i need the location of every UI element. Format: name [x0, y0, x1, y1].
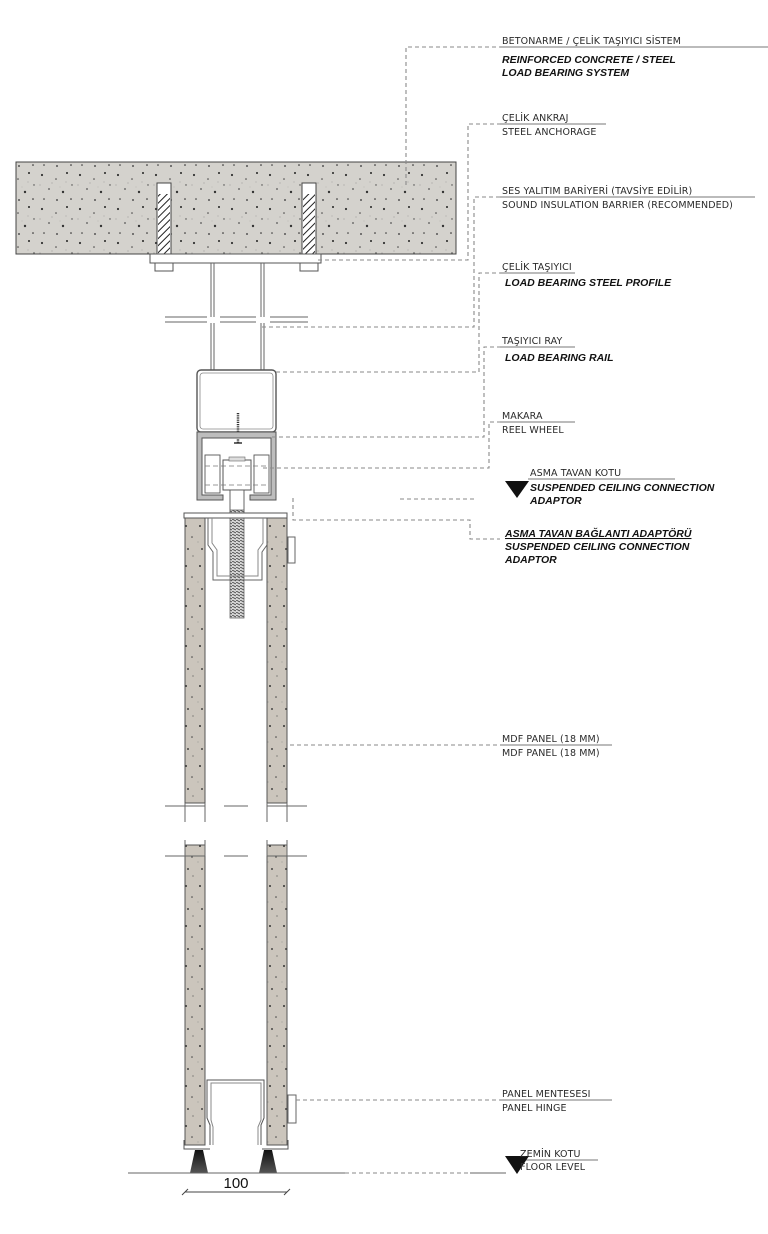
mdf-panel-left	[185, 518, 205, 1145]
label-structure-en-1: REINFORCED CONCRETE / STEEL	[502, 54, 676, 66]
label-reel-tr: MAKARA	[502, 411, 543, 422]
reel-wheel	[205, 455, 269, 512]
label-anchorage-tr: ÇELİK ANKRAJ	[502, 113, 569, 124]
label-mdf-tr: MDF PANEL (18 MM)	[502, 734, 600, 745]
label-steel-profile-en: LOAD BEARING STEEL PROFILE	[505, 277, 672, 289]
ceiling-level-marker-icon	[505, 481, 529, 498]
load-bearing-rail-box	[197, 370, 276, 432]
threaded-bolt	[230, 510, 244, 618]
label-ceiling-adaptor-en-1: SUSPENDED CEILING CONNECTION	[505, 541, 690, 553]
steel-anchor-right	[302, 183, 316, 254]
dimension-value: 100	[223, 1175, 249, 1192]
label-sound-barrier-tr: SES YALITIM BARİYERİ (TAVSİYE EDİLİR)	[502, 186, 693, 197]
concrete-slab	[16, 162, 456, 254]
break-line-top	[165, 317, 308, 322]
steel-anchor-left	[157, 183, 171, 254]
label-hinge-en: PANEL HINGE	[502, 1103, 567, 1114]
label-underlines	[500, 47, 768, 1160]
brush-seals	[190, 1150, 277, 1173]
label-mdf-en: MDF PANEL (18 MM)	[502, 748, 600, 759]
label-ceiling-adaptor-en-2: ADAPTOR	[505, 554, 557, 566]
label-hinge-tr: PANEL MENTESESI	[502, 1089, 591, 1100]
label-rail-tr: TAŞIYICI RAY	[502, 336, 563, 347]
base-plate	[150, 254, 321, 271]
label-sound-barrier-en: SOUND INSULATION BARRIER (RECOMMENDED)	[502, 200, 733, 211]
label-ceiling-level-en-1: SUSPENDED CEILING CONNECTION	[530, 482, 715, 494]
label-ceiling-adaptor-tr: ASMA TAVAN BAĞLANTI ADAPTÖRÜ	[505, 528, 692, 540]
label-floor-level-en: FLOOR LEVEL	[520, 1162, 586, 1173]
label-steel-profile-tr: ÇELİK TAŞIYICI	[502, 262, 572, 273]
label-anchorage-en: STEEL ANCHORAGE	[502, 127, 597, 138]
label-floor-level-tr: ZEMİN KOTU	[520, 1149, 581, 1160]
label-rail-en: LOAD BEARING RAIL	[505, 352, 614, 364]
label-structure-en-2: LOAD BEARING SYSTEM	[502, 67, 630, 79]
mdf-panel-right	[267, 518, 287, 1145]
label-structure-tr: BETONARME / ÇELİK TAŞIYICI SİSTEM	[502, 36, 682, 47]
label-reel-en: REEL WHEEL	[502, 425, 564, 436]
label-ceiling-level-tr: ASMA TAVAN KOTU	[530, 468, 622, 479]
label-ceiling-level-en-2: ADAPTOR	[530, 495, 582, 507]
